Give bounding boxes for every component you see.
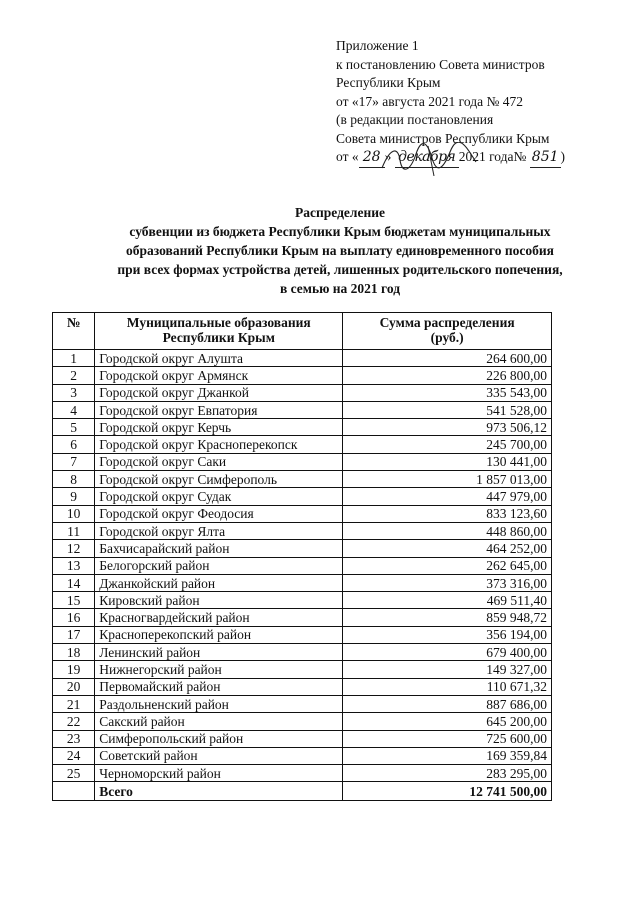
column-header-line: (руб.) — [430, 330, 464, 345]
row-number: 1 — [53, 350, 95, 367]
table-row — [53, 471, 552, 488]
row-number: 6 — [53, 436, 95, 453]
municipality-name: Городской округ Керчь — [95, 419, 343, 436]
column-header-line: Сумма распределения — [379, 315, 515, 330]
table-row — [53, 713, 552, 730]
title-line: субвенции из бюджета Республики Крым бюджетам муниципальных — [129, 224, 551, 239]
table-row — [53, 765, 552, 782]
table-row — [53, 644, 552, 661]
distribution-sum: 335 543,00 — [343, 384, 552, 401]
municipality-name: Городской округ Феодосия — [95, 505, 343, 522]
distribution-sum: 373 316,00 — [343, 574, 552, 591]
row-number: 18 — [53, 644, 95, 661]
municipality-name: Городской округ Красноперекопск — [95, 436, 343, 453]
total-label: Всего — [95, 782, 343, 801]
table-row — [53, 384, 552, 401]
column-header-number: № — [53, 313, 95, 350]
document-title — [60, 203, 620, 298]
title-line: в семью на 2021 год — [279, 281, 401, 296]
total-row — [53, 782, 552, 801]
row-number: 25 — [53, 765, 95, 782]
table-header-row — [53, 313, 552, 350]
amendment-date-line — [336, 148, 636, 168]
table-row — [53, 592, 552, 609]
distribution-sum: 356 194,00 — [343, 626, 552, 643]
handwritten-number: 851 — [530, 148, 561, 168]
table-row — [53, 540, 552, 557]
column-header-line: Муниципальные образования — [126, 315, 311, 330]
header-line: Приложение 1 — [336, 38, 419, 53]
municipality-name: Ленинский район — [95, 644, 343, 661]
total-number-cell — [53, 782, 95, 801]
handwritten-day: 28 — [359, 148, 385, 168]
table-row — [53, 488, 552, 505]
distribution-sum: 448 860,00 — [343, 522, 552, 539]
row-number: 21 — [53, 695, 95, 712]
row-number: 23 — [53, 730, 95, 747]
header-line: к постановлению Совета министров — [336, 56, 545, 72]
table-row — [53, 695, 552, 712]
municipality-name: Красноперекопский район — [95, 626, 343, 643]
column-header-line: Республики Крым — [162, 330, 275, 345]
municipality-name: Черноморский район — [95, 765, 343, 782]
date-close: ) — [560, 149, 566, 164]
municipality-name: Городской округ Судак — [95, 488, 343, 505]
municipality-name: Городской округ Евпатория — [95, 401, 343, 418]
distribution-sum: 130 441,00 — [343, 453, 552, 470]
table-row — [53, 574, 552, 591]
appendix-header — [336, 37, 636, 168]
row-number: 15 — [53, 592, 95, 609]
distribution-sum: 469 511,40 — [343, 592, 552, 609]
distribution-sum: 541 528,00 — [343, 401, 552, 418]
distribution-sum: 725 600,00 — [343, 730, 552, 747]
municipality-name: Городской округ Ялта — [95, 522, 343, 539]
row-number: 8 — [53, 471, 95, 488]
distribution-sum: 1 857 013,00 — [343, 471, 552, 488]
row-number: 17 — [53, 626, 95, 643]
municipality-name: Городской округ Алушта — [95, 350, 343, 367]
municipality-name: Красногвардейский район — [95, 609, 343, 626]
table-row — [53, 730, 552, 747]
header-line: Республики Крым — [336, 75, 441, 90]
table-row — [53, 436, 552, 453]
row-number: 3 — [53, 384, 95, 401]
row-number: 5 — [53, 419, 95, 436]
municipality-name: Советский район — [95, 747, 343, 764]
column-header-sum — [343, 313, 552, 350]
header-line: от «17» августа 2021 года № 472 — [336, 93, 523, 109]
table-row — [53, 747, 552, 764]
header-line: Совета министров Республики Крым — [336, 130, 550, 146]
municipality-name: Джанкойский район — [95, 574, 343, 591]
municipality-name: Городской округ Армянск — [95, 367, 343, 384]
distribution-sum: 645 200,00 — [343, 713, 552, 730]
table-row — [53, 522, 552, 539]
row-number: 11 — [53, 522, 95, 539]
distribution-sum: 973 506,12 — [343, 419, 552, 436]
distribution-sum: 245 700,00 — [343, 436, 552, 453]
municipality-name: Городской округ Симферополь — [95, 471, 343, 488]
row-number: 7 — [53, 453, 95, 470]
table-row — [53, 419, 552, 436]
distribution-sum: 464 252,00 — [343, 540, 552, 557]
row-number: 12 — [53, 540, 95, 557]
municipality-name: Бахчисарайский район — [95, 540, 343, 557]
table-row — [53, 505, 552, 522]
date-year: 2021 года№ — [458, 149, 527, 164]
distribution-sum: 110 671,32 — [343, 678, 552, 695]
row-number: 9 — [53, 488, 95, 505]
column-header-municipality — [95, 313, 343, 350]
row-number: 20 — [53, 678, 95, 695]
distribution-table — [52, 312, 552, 801]
row-number: 10 — [53, 505, 95, 522]
municipality-name: Сакский район — [95, 713, 343, 730]
total-sum: 12 741 500,00 — [343, 782, 552, 801]
distribution-sum: 149 327,00 — [343, 661, 552, 678]
row-number: 24 — [53, 747, 95, 764]
row-number: 13 — [53, 557, 95, 574]
distribution-sum: 447 979,00 — [343, 488, 552, 505]
municipality-name: Нижнегорский район — [95, 661, 343, 678]
table-row — [53, 678, 552, 695]
row-number: 4 — [53, 401, 95, 418]
municipality-name: Городской округ Саки — [95, 453, 343, 470]
municipality-name: Городской округ Джанкой — [95, 384, 343, 401]
table-row — [53, 626, 552, 643]
table-row — [53, 557, 552, 574]
distribution-sum: 887 686,00 — [343, 695, 552, 712]
table-row — [53, 609, 552, 626]
date-mid: » — [384, 149, 392, 164]
municipality-name: Раздольненский район — [95, 695, 343, 712]
table-row — [53, 401, 552, 418]
date-prefix: от « — [336, 149, 359, 164]
distribution-sum: 833 123,60 — [343, 505, 552, 522]
table-row — [53, 661, 552, 678]
row-number: 16 — [53, 609, 95, 626]
handwritten-month: декабря — [395, 148, 459, 168]
row-number: 22 — [53, 713, 95, 730]
distribution-sum: 679 400,00 — [343, 644, 552, 661]
row-number: 2 — [53, 367, 95, 384]
municipality-name: Кировский район — [95, 592, 343, 609]
distribution-sum: 226 800,00 — [343, 367, 552, 384]
header-line: (в редакции постановления — [336, 112, 494, 127]
distribution-sum: 283 295,00 — [343, 765, 552, 782]
row-number: 14 — [53, 574, 95, 591]
municipality-name: Симферопольский район — [95, 730, 343, 747]
distribution-sum: 262 645,00 — [343, 557, 552, 574]
signature-scribble — [376, 142, 486, 176]
distribution-sum: 264 600,00 — [343, 350, 552, 367]
table-row — [53, 350, 552, 367]
title-line: при всех формах устройства детей, лишенных родительского попечения, — [117, 262, 563, 277]
table-row — [53, 453, 552, 470]
title-line: образований Республики Крым на выплату единовременного пособия — [126, 243, 554, 258]
distribution-sum: 859 948,72 — [343, 609, 552, 626]
row-number: 19 — [53, 661, 95, 678]
municipality-name: Первомайский район — [95, 678, 343, 695]
title-line: Распределение — [294, 205, 386, 220]
table-row — [53, 367, 552, 384]
distribution-sum: 169 359,84 — [343, 747, 552, 764]
municipality-name: Белогорский район — [95, 557, 343, 574]
